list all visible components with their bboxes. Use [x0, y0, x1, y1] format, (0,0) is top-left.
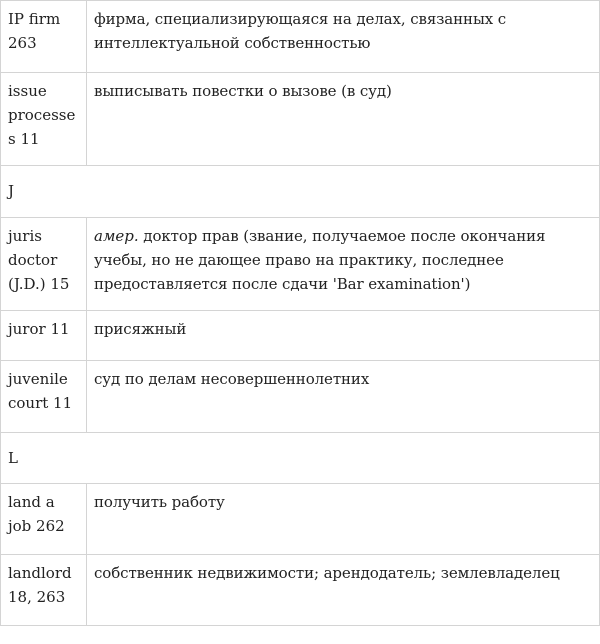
term-cell — [1, 361, 87, 433]
term-text: issue processes 11 — [8, 82, 76, 148]
definition-cell — [87, 361, 600, 433]
letter-row-j — [1, 166, 600, 218]
definition-cell — [87, 73, 600, 166]
glossary-row-landlord — [1, 555, 600, 626]
definition-text: выписывать повестки о вызове (в суд) — [94, 82, 392, 100]
glossary-row-juvenile-court — [1, 361, 600, 433]
definition-cell — [87, 555, 600, 626]
glossary-row-juror — [1, 311, 600, 361]
definition-text: присяжный — [94, 320, 187, 338]
term-text: landlord 18, 263 — [8, 564, 72, 606]
definition-cell — [87, 484, 600, 555]
definition-cell — [87, 1, 600, 73]
definition-cell — [87, 311, 600, 361]
letter-heading-cell — [1, 433, 600, 484]
definition-text: фирма, специализирующаяся на делах, связанных с интеллектуальной собственностью — [94, 10, 507, 52]
term-text: IP firm 263 — [8, 10, 61, 52]
term-text: juvenile court 11 — [8, 370, 73, 412]
definition-abbreviation: амер. — [94, 227, 139, 245]
letter-heading-cell — [1, 166, 600, 218]
definition-cell — [87, 218, 600, 311]
term-text: juror 11 — [8, 320, 70, 338]
glossary-row-ip-firm — [1, 1, 600, 73]
term-cell — [1, 484, 87, 555]
term-cell — [1, 555, 87, 626]
letter-heading: J — [8, 182, 15, 200]
term-cell — [1, 311, 87, 361]
glossary-row-land-a-job — [1, 484, 600, 555]
definition-text: собственник недвижимости; арендодатель; землевладелец — [94, 564, 560, 582]
letter-row-l — [1, 433, 600, 484]
term-cell — [1, 218, 87, 311]
glossary-row-juris-doctor — [1, 218, 600, 311]
definition-text: получить работу — [94, 493, 225, 511]
term-text: juris doctor (J.D.) 15 — [8, 227, 70, 293]
definition-text: доктор прав (звание, получаемое после окончания учебы, но не дающее право на практику, последнее предоставляется после сдачи 'Bar examination') — [94, 227, 546, 293]
definition-text: суд по делам несовершеннолетних — [94, 370, 370, 388]
term-cell — [1, 1, 87, 73]
glossary-row-issue-processes — [1, 73, 600, 166]
letter-heading: L — [8, 449, 18, 467]
term-cell — [1, 73, 87, 166]
term-text: land a job 262 — [8, 493, 65, 535]
